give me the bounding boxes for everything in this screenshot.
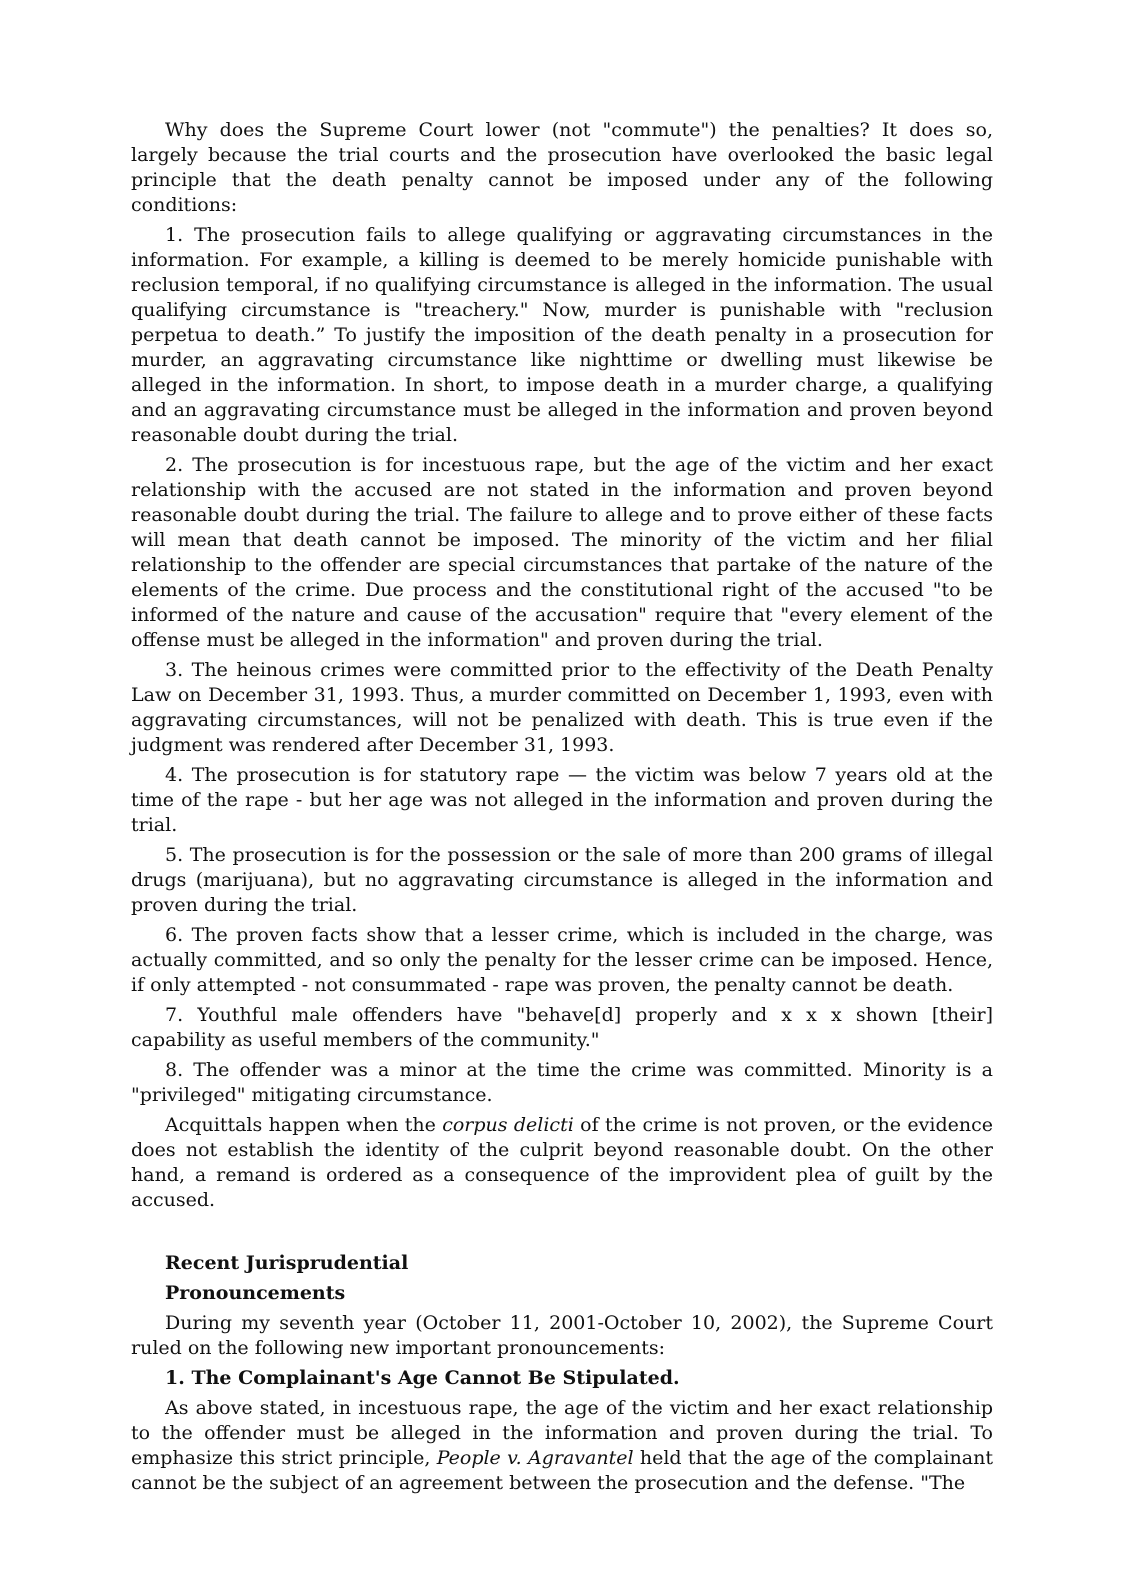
section-body-after: held that the age of the complainant cannot be the subject of an agreement between the prosecution and the defense. "The <box>131 1447 993 1494</box>
acquittals-text-after: of the crime is not proven, or the evidence does not establish the identity of the culprit beyond reasonable doubt. On the other hand, a remand is ordered as a consequence of the improvident plea of guilt by the accused. <box>131 1114 993 1211</box>
condition-7: 7. Youthful male offenders have "behave[d] properly and x x x shown [their] capability as useful members of the community." <box>131 1004 993 1051</box>
acquittals-paragraph <box>131 1113 993 1213</box>
case-name-italic: People v. Agravantel <box>436 1447 634 1469</box>
section-intro-paragraph: During my seventh year (October 11, 2001-October 10, 2002), the Supreme Court ruled on the following new important pronouncements: <box>131 1312 993 1359</box>
condition-2: 2. The prosecution is for incestuous rape, but the age of the victim and her exact relationship with the accused are not stated in the information and proven beyond reasonable doubt during the trial. The failure to allege and to prove either of these facts will mean that death cannot be imposed. The minority of the victim and her filial relationship to the offender are special circumstances that partake of the nature of the elements of the crime. Due process and the constitutional right of the accused "to be informed of the nature and cause of the accusation" require that "every element of the offense must be alleged in the information" and proven during the trial. <box>131 454 993 651</box>
condition-4: 4. The prosecution is for statutory rape — the victim was below 7 years old at the time of the rape - but her age was not alleged in the information and proven during the trial. <box>131 764 993 836</box>
subheading-complainant-age: 1. The Complainant's Age Cannot Be Stipulated. <box>165 1367 680 1389</box>
condition-5: 5. The prosecution is for the possession or the sale of more than 200 grams of illegal drugs (marijuana), but no aggravating circumstance is alleged in the information and proven during the trial. <box>131 844 993 916</box>
condition-1: 1. The prosecution fails to allege qualifying or aggravating circumstances in the information. For example, a killing is deemed to be merely homicide punishable with reclusion temporal, if no qualifying circumstance is alleged in the information. The usual qualifying circumstance is "treachery." Now, murder is punishable with "reclusion perpetua to death.” To justify the imposition of the death penalty in a prosecution for murder, an aggravating circumstance like nighttime or dwelling must likewise be alleged in the information. In short, to impose death in a murder charge, a qualifying and an aggravating circumstance must be alleged in the information and proven beyond reasonable doubt during the trial. <box>131 224 993 446</box>
section-body-before: As above stated, in incestuous rape, the age of the victim and her exact relationship to the offender must be alleged in the information and proven during the trial. To emphasize this strict principle, <box>131 1397 993 1469</box>
section-heading <box>131 1251 993 1306</box>
section-heading-line-1: Recent Jurisprudential <box>165 1252 409 1274</box>
section-heading-line-2: Pronouncements <box>165 1282 346 1304</box>
document-page <box>131 118 993 1501</box>
intro-paragraph: Why does the Supreme Court lower (not "commute") the penalties? It does so, largely because the trial courts and the prosecution have overlooked the basic legal principle that the death penalty cannot be imposed under any of the following conditions: <box>131 119 993 216</box>
condition-8: 8. The offender was a minor at the time the crime was committed. Minority is a "privileged" mitigating circumstance. <box>131 1059 993 1106</box>
section-body-paragraph <box>131 1396 993 1496</box>
acquittals-text-before: Acquittals happen when the <box>165 1114 443 1136</box>
condition-3: 3. The heinous crimes were committed prior to the effectivity of the Death Penalty Law on December 31, 1993. Thus, a murder committed on December 1, 1993, even with aggravating circumstances, will not be penalized with death. This is true even if the judgment was rendered after December 31, 1993. <box>131 659 993 756</box>
condition-6: 6. The proven facts show that a lesser crime, which is included in the charge, was actually committed, and so only the penalty for the lesser crime can be imposed. Hence, if only attempted - not consummated - rape was proven, the penalty cannot be death. <box>131 924 993 996</box>
acquittals-italic-term: corpus delicti <box>442 1114 574 1136</box>
